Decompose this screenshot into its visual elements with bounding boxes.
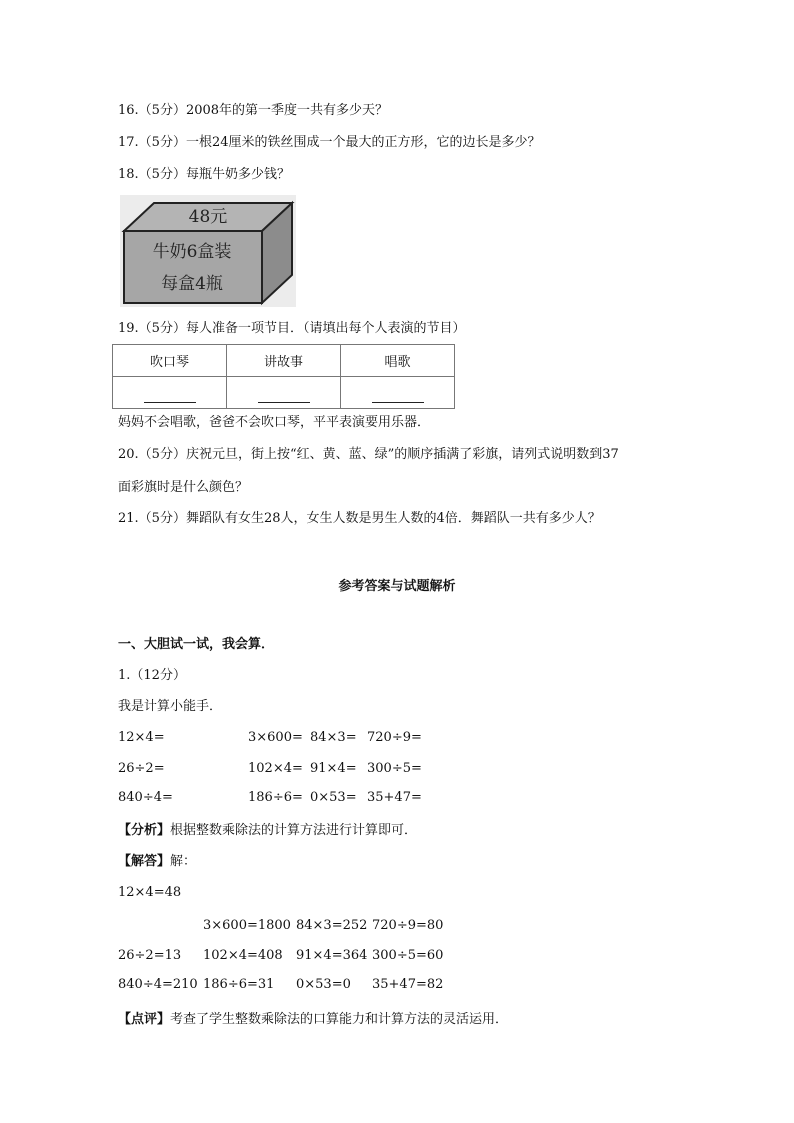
problem: 84×3=: [310, 730, 357, 745]
answer-blank-singing[interactable]: [341, 377, 455, 409]
milk-box-image: [120, 195, 296, 307]
question-17: 17.（5分）一根24厘米的铁丝围成一个最大的正方形，它的边长是多少？: [118, 135, 541, 150]
program-table: [112, 344, 455, 409]
comment-tag: 【点评】: [118, 1012, 171, 1027]
header-harmonica: 吹口琴: [113, 345, 227, 377]
q1-intro: 我是计算小能手．: [118, 699, 223, 714]
problem: 186÷6=: [248, 790, 303, 805]
problem: 102×4=: [248, 761, 303, 776]
problem: 12×4=: [118, 730, 165, 745]
answer-blank-storytelling[interactable]: [227, 377, 341, 409]
solution-tag: 【解答】: [118, 854, 171, 869]
question-19: 19.（5分）每人准备一项节目．（请填出每个人表演的节目）: [118, 321, 466, 336]
solution-item: 84×3=252: [296, 918, 368, 933]
problem: 720÷9=: [367, 730, 422, 745]
milk-box-line2: 牛奶6盒装: [152, 242, 232, 262]
problem: 840÷4=: [118, 790, 173, 805]
answers-title: 参考答案与试题解析: [338, 579, 456, 594]
comment-text: 考查了学生整数乘除法的口算能力和计算方法的灵活运用．: [170, 1012, 509, 1027]
solution-item: 0×53=0: [296, 977, 351, 992]
question-20-line1: 20.（5分）庆祝元旦，街上按“红、黄、蓝、绿”的顺序插满了彩旗，请列式说明数到37: [118, 447, 619, 462]
solution: [118, 853, 196, 871]
solution-item: 26÷2=13: [118, 948, 182, 963]
header-storytelling: 讲故事: [227, 345, 341, 377]
analysis-text: 根据整数乘除法的计算方法进行计算即可．: [170, 823, 418, 838]
solution-item: 3×600=1800: [203, 918, 291, 933]
question-16: 16.（5分）2008年的第一季度一共有多少天？: [118, 103, 389, 118]
question-18: 18.（5分）每瓶牛奶多少钱？: [118, 167, 290, 182]
milk-box-price: 48元: [188, 207, 228, 227]
solution-item: 840÷4=210: [118, 977, 198, 992]
problem: 0×53=: [310, 790, 357, 805]
solution-text: 解：: [170, 854, 197, 869]
solution-item: 186÷6=31: [203, 977, 275, 992]
table-answer-row: [113, 377, 455, 409]
milk-box-line3: 每盒4瓶: [161, 274, 223, 294]
problem: 300÷5=: [367, 761, 422, 776]
solution-item: 35+47=82: [372, 977, 444, 992]
question-21: 21.（5分）舞蹈队有女生28人，女生人数是男生人数的4倍．舞蹈队一共有多少人？: [118, 511, 601, 526]
q1-heading: 1.（12分）: [118, 668, 186, 683]
solution-item: 91×4=364: [296, 948, 368, 963]
problem: 35+47=: [367, 790, 422, 805]
solution-item: 720÷9=80: [372, 918, 444, 933]
question-20-line2: 面彩旗时是什么颜色？: [118, 480, 249, 495]
section-heading: 一、大胆试一试，我会算．: [118, 637, 275, 652]
question-19-note: 妈妈不会唱歌，爸爸不会吹口琴，平平表演要用乐器．: [118, 415, 431, 430]
analysis: [118, 822, 417, 840]
solution-line: 12×4=48: [118, 885, 182, 900]
header-singing: 唱歌: [341, 345, 455, 377]
solution-item: 300÷5=60: [372, 948, 444, 963]
analysis-tag: 【分析】: [118, 823, 171, 838]
comment: [118, 1011, 508, 1029]
solution-item: 102×4=408: [203, 948, 283, 963]
problem: 26÷2=: [118, 761, 165, 776]
problem: 91×4=: [310, 761, 357, 776]
table-header-row: [113, 345, 455, 377]
problem: 3×600=: [248, 730, 303, 745]
answer-blank-harmonica[interactable]: [113, 377, 227, 409]
